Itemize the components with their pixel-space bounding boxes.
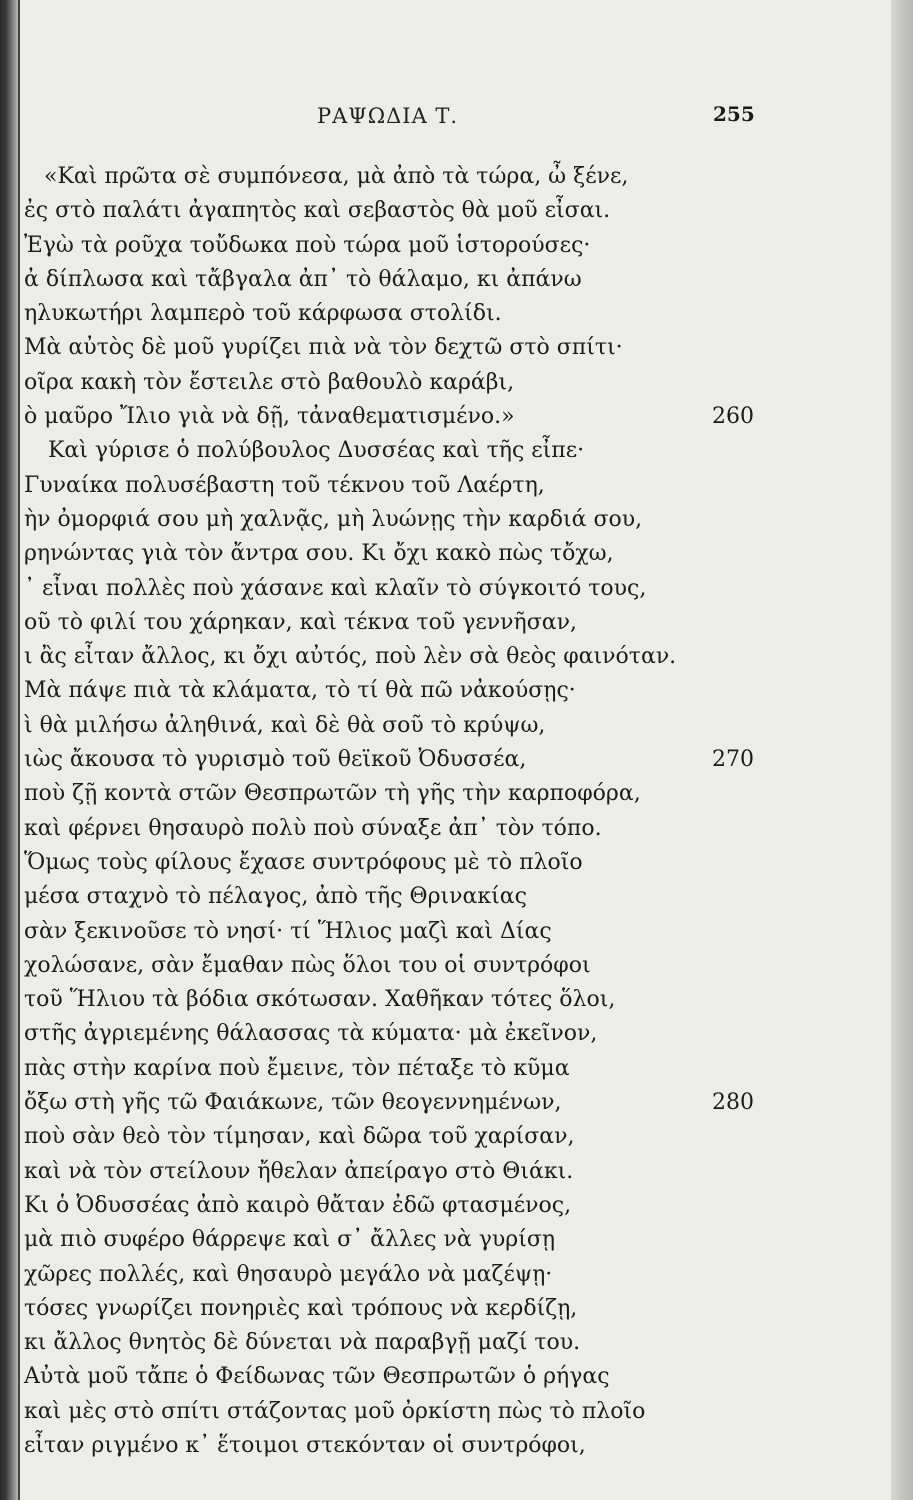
verse-line bbox=[0, 297, 913, 331]
verse-line bbox=[0, 915, 913, 949]
verse-line bbox=[0, 1189, 913, 1223]
verse-line bbox=[0, 1429, 913, 1463]
verse-line bbox=[0, 812, 913, 846]
verse-text: Αὐτὰ μοῦ τἄπε ὁ Φείδωνας τῶν Θεσπρωτῶν ὁ ρήγας bbox=[24, 1364, 610, 1390]
verse-text: ι ἂς εἶταν ἄλλος, κι ὄχι αὐτός, ποὺ λὲν σὰ θεὸς φαινόταν. bbox=[24, 644, 677, 670]
verse-text: χολώσανε, σὰν ἔμαθαν πὼς ὅλοι του οἱ συντρόφοι bbox=[24, 952, 591, 978]
verse-line bbox=[0, 1326, 913, 1360]
verse-line bbox=[0, 1052, 913, 1086]
page-number: 255 bbox=[713, 102, 755, 126]
verse-text: Γυναίκα πολυσέβαστη τοῦ τέκνου τοῦ Λαέρτη, bbox=[24, 472, 545, 498]
verse-text: τοῦ Ἥλιου τὰ βόδια σκότωσαν. Χαθῆκαν τότες ὅλοι, bbox=[24, 987, 616, 1013]
verse-line bbox=[0, 949, 913, 983]
verse-line bbox=[0, 709, 913, 743]
verse-line bbox=[0, 331, 913, 365]
verse-line bbox=[0, 1292, 913, 1326]
verse-text: ιὼς ἄκουσα τὸ γυρισμὸ τοῦ θεϊκοῦ Ὀδυσσέα, bbox=[24, 747, 527, 773]
verse-text: Ὅμως τοὺς φίλους ἔχασε συντρόφους μὲ τὸ πλοῖο bbox=[24, 849, 583, 875]
verse-text: ποὺ σὰν θεὸ τὸν τίμησαν, καὶ δῶρα τοῦ χαρίσαν, bbox=[24, 1124, 575, 1150]
verse-line bbox=[0, 880, 913, 914]
verse-text: ὄξω στὴ γῆς τῶ Φαιάκωνε, τῶν θεογεννημένων, bbox=[24, 1090, 562, 1116]
verse-line bbox=[0, 537, 913, 571]
verse-text: ὶ θὰ μιλήσω ἀληθινά, καὶ δὲ θὰ σοῦ τὸ κρύψω, bbox=[24, 712, 546, 738]
verse-text: στῆς ἀγριεμένης θάλασσας τὰ κύματα· μὰ ἐκεῖνον, bbox=[24, 1021, 598, 1047]
verse-line bbox=[0, 606, 913, 640]
verse-text: Ἐγὼ τὰ ροῦχα τοὔδωκα ποὺ τώρα μοῦ ἱστορούσες· bbox=[24, 232, 591, 258]
verse-line bbox=[0, 1155, 913, 1189]
verse-text: οῦ τὸ φιλί του χάρηκαν, καὶ τέκνα τοῦ γεννῆσαν, bbox=[24, 609, 577, 635]
verse-line bbox=[0, 1258, 913, 1292]
verse-text: Καὶ γύρισε ὁ πολύβουλος Δυσσέας καὶ τῆς εἶπε· bbox=[48, 438, 585, 464]
verse-line bbox=[0, 229, 913, 263]
line-number: 260 bbox=[712, 404, 754, 430]
verse-text: ηλυκωτήρι λαμπερὸ τοῦ κάρφωσα στολίδι. bbox=[24, 301, 502, 327]
verse-text: καὶ φέρνει θησαυρὸ πολὺ ποὺ σύναξε ἀπ᾿ τὸν τόπο. bbox=[24, 815, 602, 841]
verse-line bbox=[0, 640, 913, 674]
verse-line bbox=[0, 1086, 913, 1120]
line-number: 280 bbox=[712, 1090, 754, 1116]
verse-text: Κι ὁ Ὀδυσσέας ἀπὸ καιρὸ θἄταν ἐδῶ φτασμένος, bbox=[24, 1192, 572, 1218]
verse-text: κι ἄλλος θνητὸς δὲ δύνεται νὰ παραβγῇ μαζί του. bbox=[24, 1330, 581, 1356]
verse-line bbox=[0, 777, 913, 811]
verse-text: ὴν ὀμορφιά σου μὴ χαλνᾷς, μὴ λυώνῃς τὴν καρδιά σου, bbox=[24, 506, 643, 532]
verse-line bbox=[0, 743, 913, 777]
verse-line bbox=[0, 366, 913, 400]
verse-text: μὰ πιὸ συφέρο θάρρεψε καὶ σ᾿ ἄλλες νὰ γυρίσῃ bbox=[24, 1227, 556, 1253]
verse-text: μέσα σταχνὸ τὸ πέλαγος, ἀπὸ τῆς Θρινακίας bbox=[24, 884, 527, 910]
verse-line bbox=[0, 846, 913, 880]
line-number: 270 bbox=[712, 747, 754, 773]
verse-text: ᾿ εἶναι πολλὲς ποὺ χάσανε καὶ κλαῖν τὸ σύγκοιτό τους, bbox=[24, 575, 647, 601]
verse-text: καὶ νὰ τὸν στείλουν ἤθελαν ἀπείραγο στὸ Θιάκι. bbox=[24, 1158, 574, 1184]
verse-line bbox=[0, 434, 913, 468]
verse-text: πὰς στὴν καρίνα ποὺ ἔμεινε, τὸν πέταξε τὸ κῦμα bbox=[24, 1055, 570, 1081]
verse-text: τόσες γνωρίζει πονηριὲς καὶ τρόπους νὰ κερδίζῃ, bbox=[24, 1295, 578, 1321]
verse-line bbox=[0, 1223, 913, 1257]
verse-line bbox=[0, 469, 913, 503]
verse-text: ποὺ ζῇ κοντὰ στῶν Θεσπρωτῶν τὴ γῆς τὴν καρποφόρα, bbox=[24, 781, 641, 807]
verse-text: εἶταν ριγμένο κ᾿ ἕτοιμοι στεκόνταν οἱ συντρόφοι, bbox=[24, 1432, 586, 1458]
verse-text: Μὰ αὐτὸς δὲ μοῦ γυρίζει πιὰ νὰ τὸν δεχτῶ στὸ σπίτι· bbox=[24, 335, 623, 361]
verse-line bbox=[0, 1017, 913, 1051]
verse-text: καὶ μὲς στὸ σπίτι στάζοντας μοῦ ὀρκίστη πὼς τὸ πλοῖο bbox=[24, 1398, 646, 1424]
verse-line bbox=[0, 572, 913, 606]
verse-text: Μὰ πάψε πιὰ τὰ κλάματα, τὸ τί θὰ πῶ νἀκούσῃς· bbox=[24, 678, 576, 704]
verse-line bbox=[0, 503, 913, 537]
verse-body bbox=[0, 160, 913, 1463]
page-header bbox=[0, 100, 913, 136]
verse-line bbox=[0, 194, 913, 228]
verse-line bbox=[0, 1120, 913, 1154]
running-title: ΡΑΨΩΔΙΑ Τ. bbox=[317, 104, 459, 128]
verse-text: ἀ δίπλωσα καὶ τἄβγαλα ἀπ᾿ τὸ θάλαμο, κι ἀπάνω bbox=[24, 266, 582, 292]
verse-text: ὸ μαῦρο Ἴλιο γιὰ νὰ δῇ, τἀναθεματισμένο.» bbox=[24, 404, 515, 430]
verse-line bbox=[0, 1395, 913, 1429]
verse-text: σὰν ξεκινοῦσε τὸ νησί· τί Ἥλιος μαζὶ καὶ Δίας bbox=[24, 918, 552, 944]
verse-line bbox=[0, 400, 913, 434]
verse-text: οῖρα κακὴ τὸν ἔστειλε στὸ βαθουλὸ καράβι, bbox=[24, 369, 515, 395]
verse-text: «Καὶ πρῶτα σὲ συμπόνεσα, μὰ ἀπὸ τὰ τώρα, ὦ ξένε, bbox=[44, 164, 629, 189]
verse-text: ἐς στὸ παλάτι ἀγαπητὸς καὶ σεβαστὸς θὰ μοῦ εἶσαι. bbox=[24, 198, 611, 224]
verse-line bbox=[0, 263, 913, 297]
verse-line bbox=[0, 674, 913, 708]
verse-text: χῶρες πολλές, καὶ θησαυρὸ μεγάλο νὰ μαζέψῃ· bbox=[24, 1261, 553, 1287]
verse-text: ρηνώντας γιὰ τὸν ἄντρα σου. Κι ὄχι κακὸ πὼς τὄχω, bbox=[24, 541, 614, 567]
verse-line bbox=[0, 983, 913, 1017]
verse-line bbox=[0, 160, 913, 194]
verse-line bbox=[0, 1360, 913, 1394]
